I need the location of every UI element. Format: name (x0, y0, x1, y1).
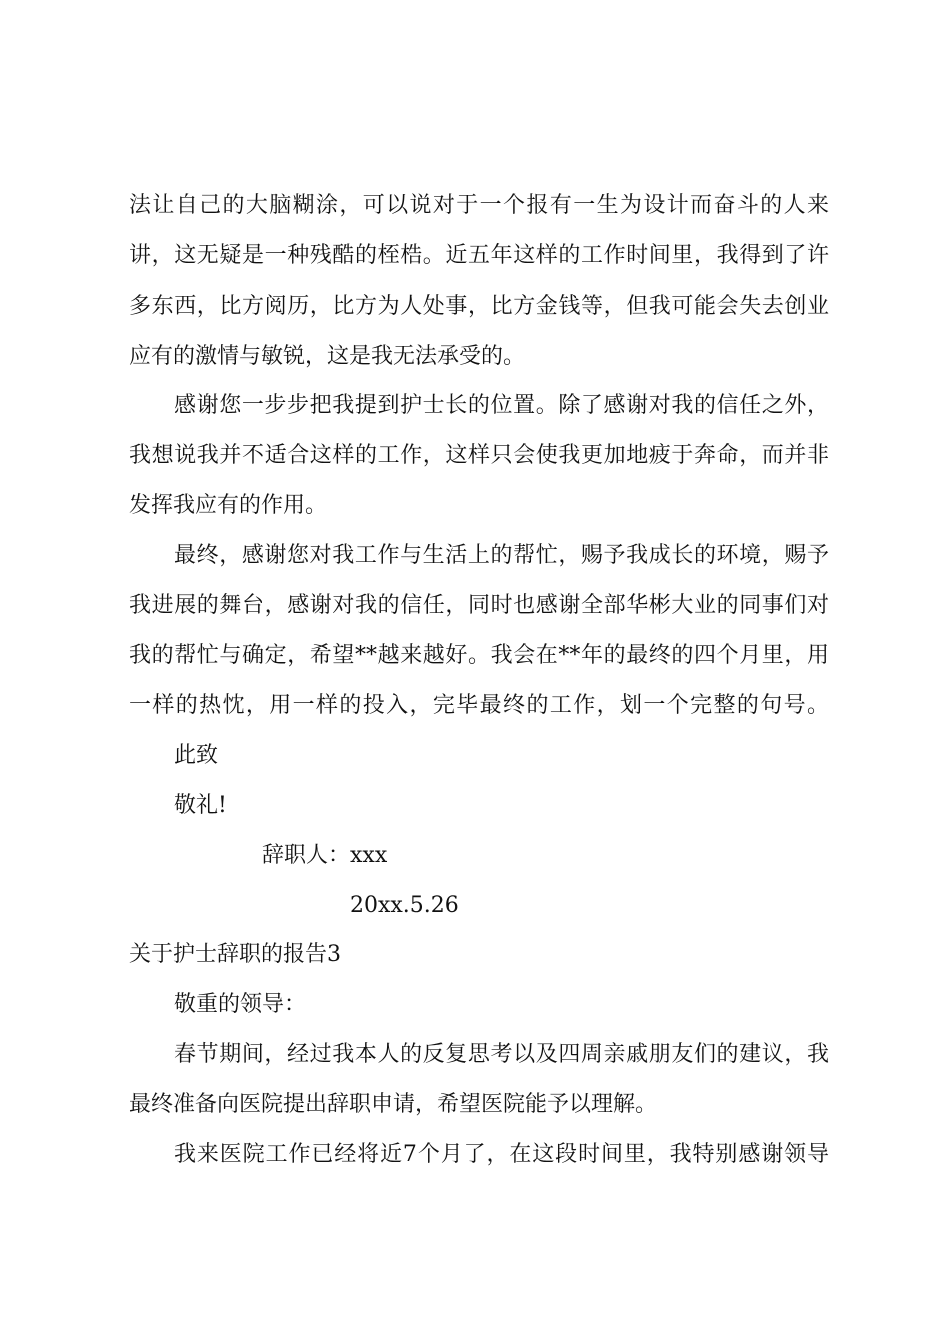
paragraph-2-line-2: 我想说我并不适合这样的工作，这样只会使我更加地疲于奔命，而并非 (129, 443, 829, 468)
paragraph-2-line-3: 发挥我应有的作用。 (129, 493, 328, 518)
signature-line: 辞职人：xxx (262, 843, 388, 868)
paragraph-4-line-2: 最终准备向医院提出辞职申请，希望医院能予以理解。 (129, 1092, 658, 1117)
closing-regards: 此致 (174, 743, 219, 768)
paragraph-1-line-4: 应有的激情与敏锐，这是我无法承受的。 (129, 344, 526, 369)
paragraph-3-line-2: 我进展的舞台，感谢对我的信任，同时也感谢全部华彬大业的同事们对 (129, 593, 829, 618)
paragraph-2-line-1: 感谢您一步步把我提到护士长的位置。除了感谢对我的信任之外， (174, 393, 829, 418)
paragraph-5-line-1: 我来医院工作已经将近7个月了，在这段时间里，我特别感谢领导 (174, 1142, 829, 1167)
paragraph-3-line-3: 我的帮忙与确定，希望**越来越好。我会在**年的最终的四个月里，用 (129, 643, 829, 668)
salutation: 敬重的领导： (174, 992, 307, 1017)
paragraph-1-line-1: 法让自己的大脑糊涂，可以说对于一个报有一生为设计而奋斗的人来 (129, 193, 829, 218)
paragraph-3-line-1: 最终，感谢您对我工作与生活上的帮忙，赐予我成长的环境，赐予 (174, 543, 829, 568)
closing-salute: 敬礼! (174, 793, 227, 818)
paragraph-1-line-3: 多东西，比方阅历，比方为人处事，比方金钱等，但我可能会失去创业 (129, 294, 829, 319)
section-title: 关于护士辞职的报告3 (129, 942, 341, 967)
paragraph-4-line-1: 春节期间，经过我本人的反复思考以及四周亲戚朋友们的建议，我 (174, 1042, 829, 1067)
paragraph-3-line-4: 一样的热忱，用一样的投入，完毕最终的工作，划一个完整的句号。 (129, 693, 829, 718)
date-line: 20xx.5.26 (350, 893, 459, 918)
paragraph-1-line-2: 讲，这无疑是一种残酷的桎梏。近五年这样的工作时间里，我得到了许 (129, 243, 829, 268)
